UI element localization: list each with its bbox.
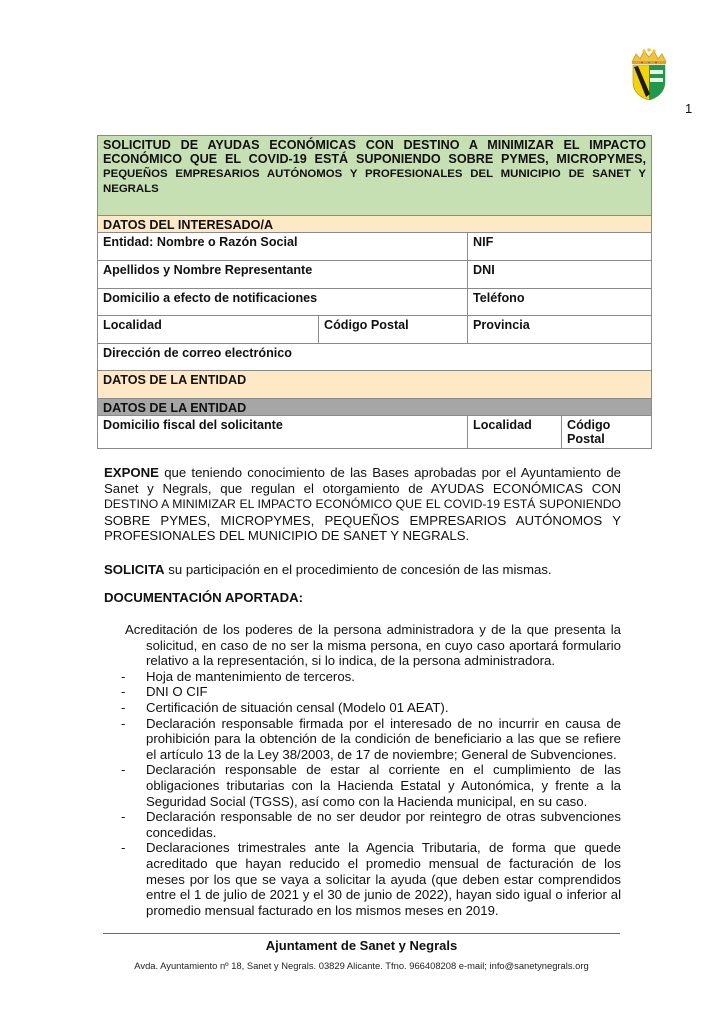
- page-number: 1: [685, 101, 693, 116]
- list-item-text: DNI O CIF: [146, 684, 208, 700]
- section-header-entidad-gray: DATOS DE LA ENTIDAD: [98, 399, 652, 416]
- field-label: Localidad: [473, 418, 532, 432]
- field-nif[interactable]: [468, 233, 652, 261]
- dash-bullet: -: [121, 762, 126, 778]
- application-form-table: [97, 135, 652, 449]
- expone-text-1: que teniendo conocimiento de las Bases aprobadas por el Ayuntamiento de Sanet y Negrals, que regulan el otorgamiento de AYUDAS ECONÓMICAS CON: [104, 465, 621, 496]
- list-item-text: Declaraciones trimestrales ante la Agencia Tributaria, de forma que quede acreditado que hayan reducido el promedio mensual de facturación de los meses por los que se vaya a solicitar la ayuda (que deben estar comprendidos entre el 1 de julio de 2021 y el 30 de junio de 2022), hayan sido igual o inferior al promedio mensual facturado en los mismos meses en 2019.: [146, 840, 621, 918]
- form-title-main: SOLICITUD DE AYUDAS ECONÓMICAS CON DESTINO A MINIMIZAR EL IMPACTO ECONÓMICO QUE EL COVID-19 ESTÁ SUPONIENDO SOBRE PYMES, MICROPYMES,: [103, 138, 646, 166]
- field-entidad-localidad[interactable]: [468, 416, 562, 449]
- dash-bullet: -: [121, 699, 126, 715]
- footer-address: Avda. Ayuntamiento nº 18, Sanet y Negrals. 03829 Alicante. Tfno. 966408208 e-mail; info@sanetynegrals.org: [134, 960, 589, 971]
- dash-bullet: -: [121, 668, 126, 684]
- field-label: Apellidos y Nombre Representante: [103, 263, 313, 277]
- dash-bullet: -: [121, 715, 126, 731]
- dash-bullet: -: [121, 840, 126, 856]
- form-title: [98, 136, 652, 216]
- list-item: [121, 840, 621, 918]
- section-header-interesado: DATOS DEL INTERESADO/A: [98, 216, 652, 233]
- field-label: DNI: [473, 263, 495, 277]
- field-label: NIF: [473, 235, 494, 249]
- expone-paragraph: [104, 465, 621, 544]
- list-item-text: Declaración responsable firmada por el interesado de no incurrir en causa de prohibición para la obtención de la condición de beneficiario a las que se refiere el artículo 13 de la Ley 38/2003, de 17 de noviembre; General de Subvenciones.: [146, 715, 621, 762]
- footer-divider: [103, 933, 620, 934]
- field-domicilio-fiscal[interactable]: [98, 416, 468, 449]
- list-item: [121, 715, 621, 763]
- field-entidad-codigo-postal[interactable]: [562, 416, 652, 449]
- field-label: Domicilio fiscal del solicitante: [103, 418, 283, 432]
- list-item: [121, 684, 621, 700]
- form-title-line3: PEQUEÑOS EMPRESARIOS AUTÓNOMOS Y PROFESIONALES DEL MUNICIPIO DE SANET Y NEGRALS: [103, 168, 646, 195]
- field-codigo-postal[interactable]: [319, 316, 468, 344]
- field-provincia[interactable]: [468, 316, 652, 344]
- list-item-text: Declaración responsable de estar al corriente en el cumplimiento de las obligaciones tributarias con la Hacienda Estatal y Autonómica, y frente a la Seguridad Social (TGSS), así como con la Hacienda municipal, en su caso.: [146, 762, 621, 809]
- expone-label: EXPONE: [104, 465, 159, 480]
- list-item: [121, 668, 621, 685]
- solicita-text: su participación en el procedimiento de concesión de las mismas.: [164, 562, 552, 577]
- solicita-label: SOLICITA: [104, 562, 165, 577]
- field-entidad-nombre[interactable]: [98, 233, 468, 261]
- list-item-text: Hoja de mantenimiento de terceros.: [146, 668, 355, 684]
- field-localidad[interactable]: [98, 316, 319, 344]
- solicita-paragraph: [104, 562, 621, 578]
- footer-organization-name: Ajuntament de Sanet y Negrals: [265, 938, 458, 953]
- list-item: [121, 809, 621, 840]
- dash-bullet: -: [121, 684, 126, 700]
- field-label: Dirección de correo electrónico: [103, 346, 292, 360]
- field-domicilio-notificaciones[interactable]: [98, 289, 468, 316]
- field-label: Localidad: [103, 318, 162, 332]
- field-correo-electronico[interactable]: [98, 344, 652, 371]
- documentacion-heading: DOCUMENTACIÓN APORTADA:: [104, 590, 304, 605]
- field-apellidos-nombre[interactable]: [98, 261, 468, 289]
- field-label: Código Postal: [324, 318, 409, 332]
- list-item: [121, 762, 621, 809]
- field-label: Código Postal: [567, 418, 611, 446]
- list-item: [121, 699, 621, 716]
- documentacion-item-acreditacion: Acreditación de los poderes de la persona administradora y de la que presenta la solicitud, en caso de no ser la misma persona, en cuyo caso aportará formulario relativo a la representación, si lo indica, de la persona administradora.: [125, 622, 621, 669]
- field-label: Provincia: [473, 318, 530, 332]
- expone-text-3: SOBRE PYMES, MICROPYMES, PEQUEÑOS EMPRESARIOS AUTÓNOMOS Y PROFESIONALES DEL MUNICIPIO DE SANET Y NEGRALS.: [104, 512, 621, 544]
- dash-bullet: -: [121, 809, 126, 825]
- list-item-text: Declaración responsable de no ser deudor por reintegro de otras subvenciones concedidas.: [146, 809, 621, 840]
- section-header-entidad: DATOS DE LA ENTIDAD: [98, 371, 652, 399]
- expone-text-2: DESTINO A MINIMIZAR EL IMPACTO ECONÓMICO QUE EL COVID-19 ESTÁ SUPONIENDO: [104, 497, 621, 512]
- field-label: Teléfono: [473, 291, 525, 305]
- municipal-coat-of-arms-icon: [628, 48, 670, 102]
- field-telefono[interactable]: [468, 289, 652, 316]
- field-label: Domicilio a efecto de notificaciones: [103, 291, 318, 305]
- field-label: Entidad: Nombre o Razón Social: [103, 235, 298, 249]
- documentacion-list: [121, 622, 621, 918]
- field-dni[interactable]: [468, 261, 652, 289]
- list-item-text: Certificación de situación censal (Modelo 01 AEAT).: [146, 699, 449, 715]
